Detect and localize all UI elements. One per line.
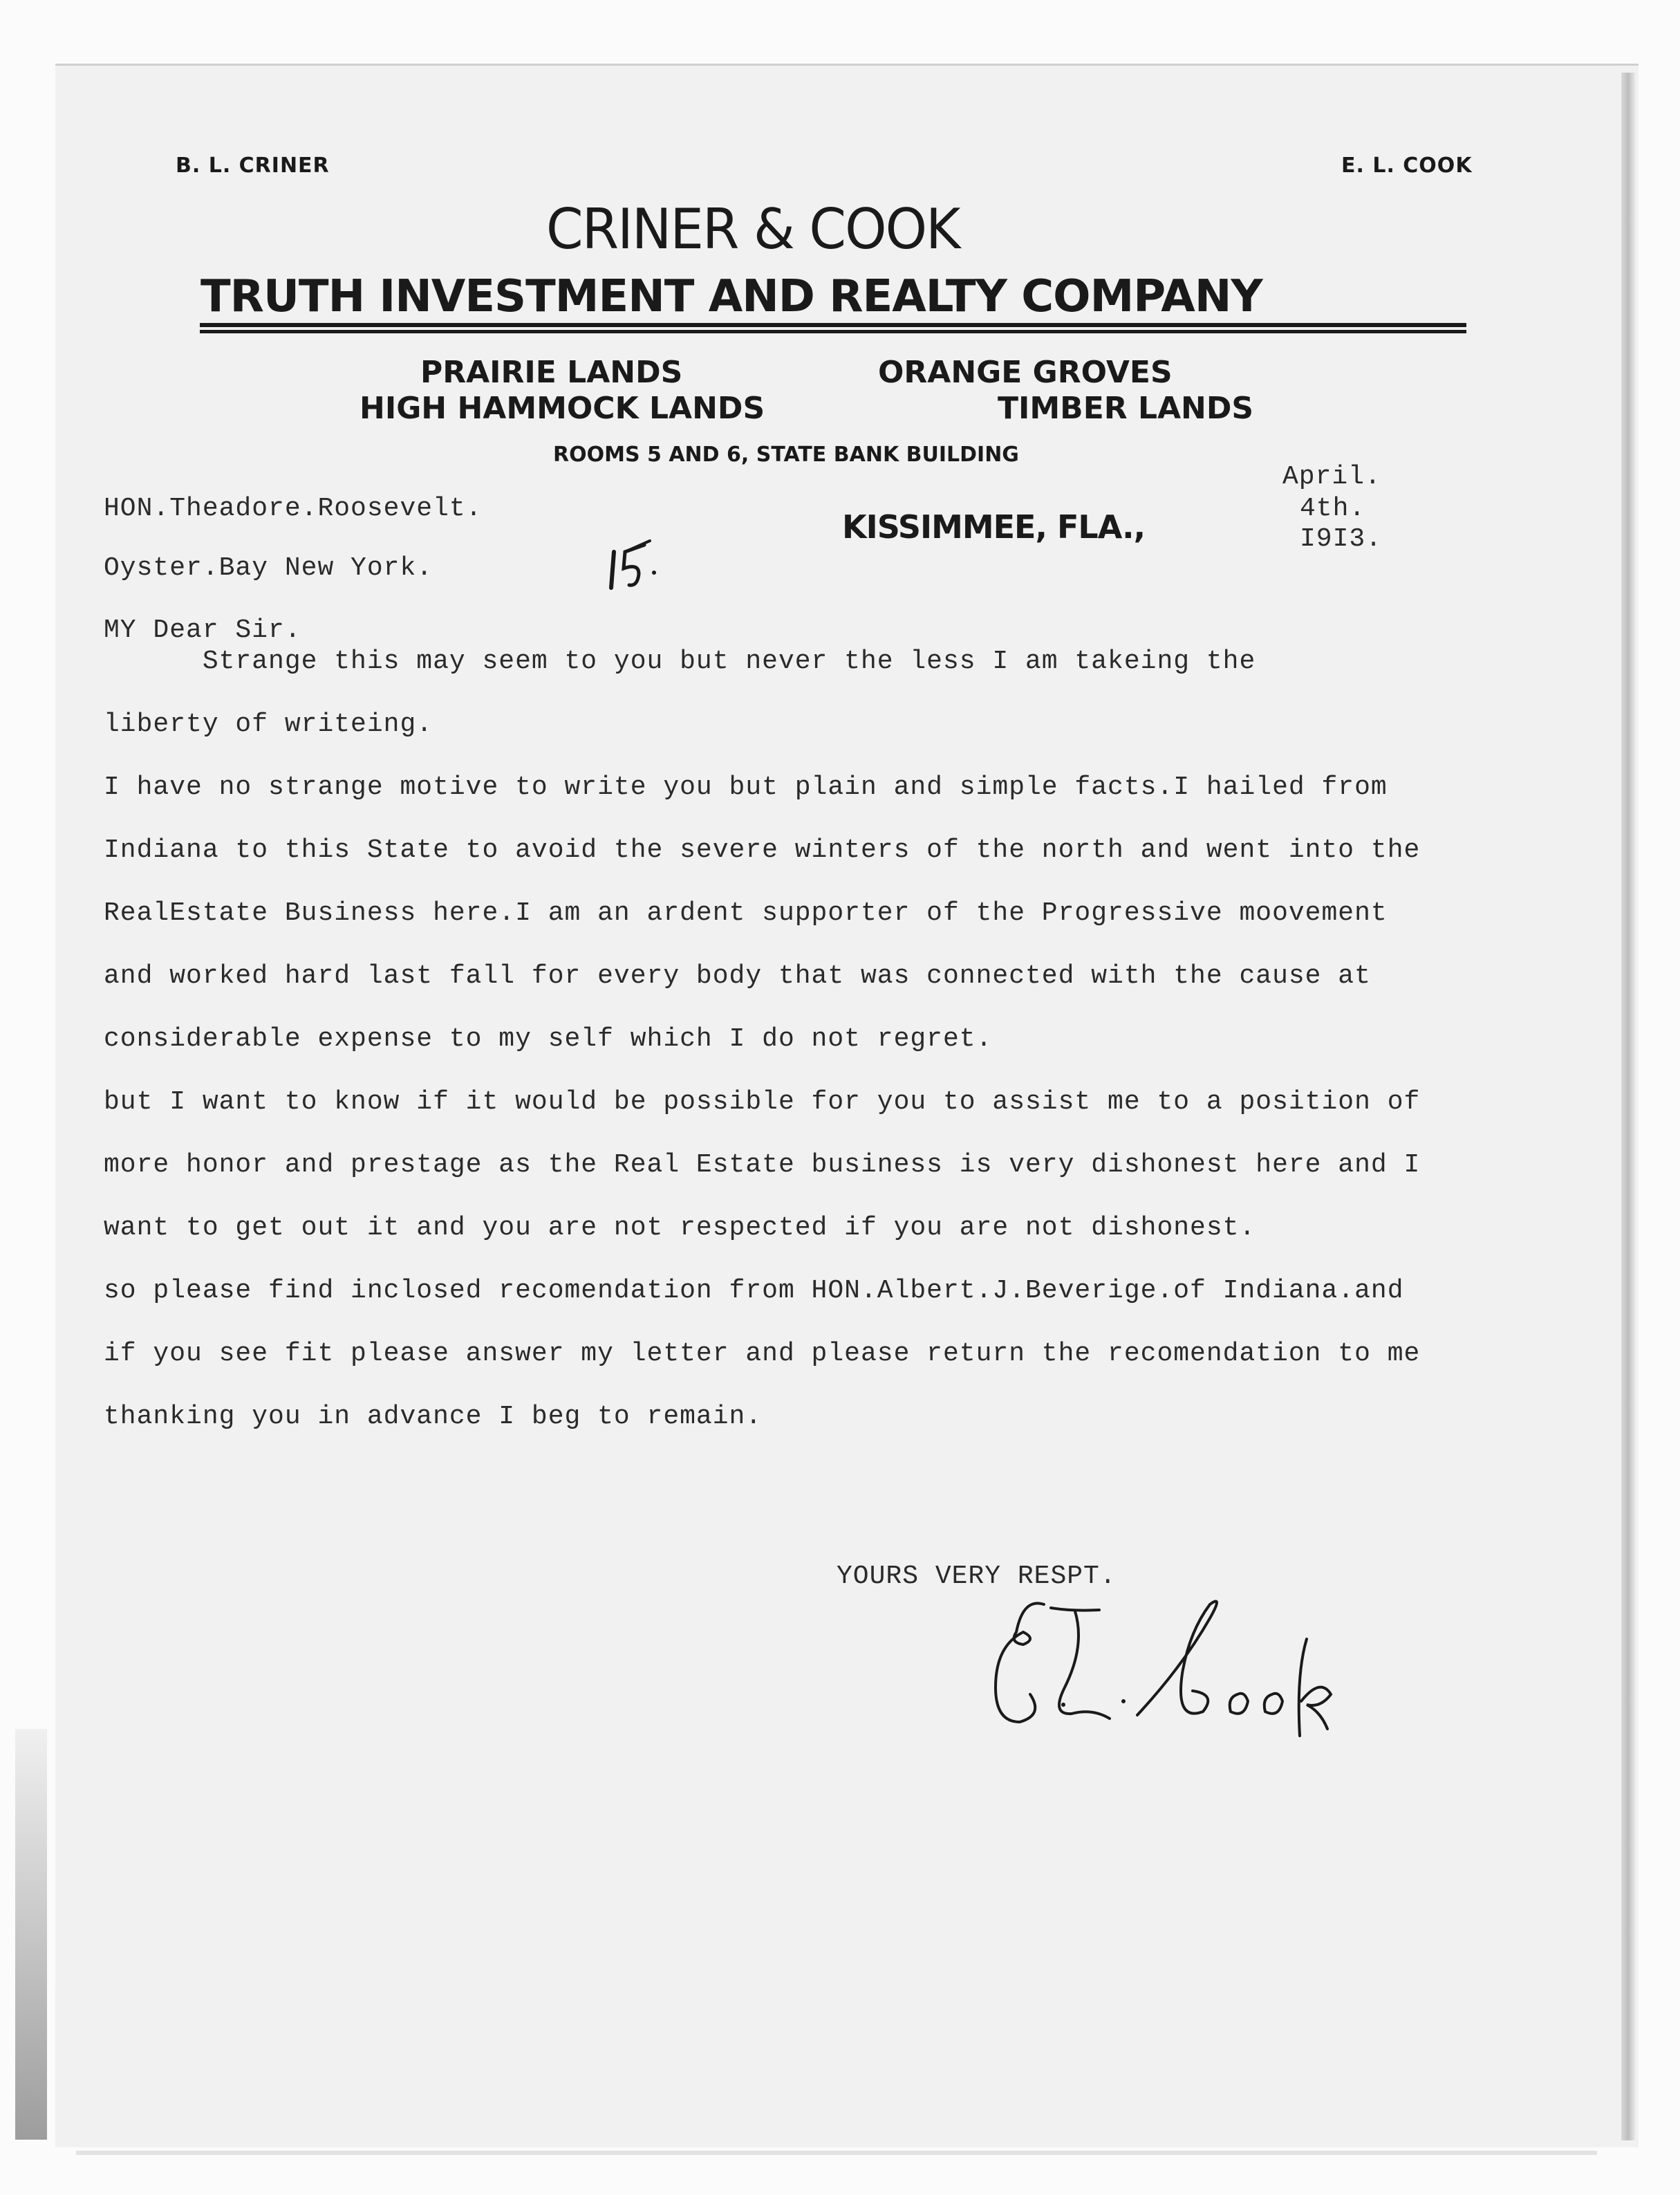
body-line: but I want to know if it would be possible for you to assist me to a position of — [104, 1087, 1421, 1117]
specialty-orange-groves: ORANGE GROVES — [878, 355, 1173, 390]
closing: YOURS VERY RESPT. — [837, 1562, 1117, 1591]
firm-name: CRINER & COOK — [546, 197, 960, 261]
body-line: considerable expense to my self which I do not regret. — [104, 1024, 993, 1054]
company-name: TRUTH INVESTMENT AND REALTY COMPANY — [200, 271, 1262, 322]
paper-edge-shadow — [1621, 73, 1635, 2140]
specialty-prairie-lands: PRAIRIE LANDS — [420, 355, 683, 390]
specialty-timber-lands: TIMBER LANDS — [998, 391, 1254, 426]
recipient-address: Oyster.Bay New York. — [104, 553, 433, 583]
handwritten-file-number-mark — [608, 532, 684, 595]
office-address: ROOMS 5 AND 6, STATE BANK BUILDING — [553, 443, 1019, 467]
body-line: liberty of writeing. — [104, 710, 433, 739]
date-day: 4th. — [1300, 494, 1366, 524]
specialty-high-hammock-lands: HIGH HAMMOCK LANDS — [360, 391, 765, 426]
body-line: thanking you in advance I beg to remain. — [104, 1402, 763, 1432]
letterhead-rule-top — [200, 323, 1466, 327]
date-year: I9I3. — [1300, 524, 1383, 554]
body-line: if you see fit please answer my letter and please return the recomendation to me — [104, 1339, 1421, 1369]
body-line: I have no strange motive to write you but plain and simple facts.I hailed from — [104, 772, 1388, 802]
body-line: Strange this may seem to you but never the less I am takeing the — [104, 647, 1256, 676]
paper-edge-shadow — [15, 1729, 47, 2140]
city: KISSIMMEE, FLA., — [842, 508, 1146, 546]
partner-left: B. L. CRINER — [176, 154, 330, 178]
recipient-name: HON.Theadore.Roosevelt. — [104, 494, 483, 524]
letterhead-rule-bottom — [200, 330, 1466, 333]
body-line: so please find inclosed recomendation from HON.Albert.J.Beverige.of Indiana.and — [104, 1276, 1404, 1306]
paper-bottom-edge — [76, 2151, 1597, 2155]
body-line: RealEstate Business here.I am an ardent supporter of the Progressive moovement — [104, 898, 1388, 928]
partner-right: E. L. COOK — [1341, 154, 1473, 178]
date-month: April. — [1282, 462, 1381, 492]
salutation: MY Dear Sir. — [104, 615, 301, 645]
body-line: want to get out it and you are not respected if you are not dishonest. — [104, 1213, 1256, 1243]
body-line: Indiana to this State to avoid the severe winters of the north and went into the — [104, 835, 1421, 865]
body-line: more honor and prestage as the Real Estate business is very dishonest here and I — [104, 1150, 1421, 1180]
handwritten-signature — [982, 1591, 1521, 1770]
body-line: and worked hard last fall for every body that was connected with the cause at — [104, 961, 1371, 991]
